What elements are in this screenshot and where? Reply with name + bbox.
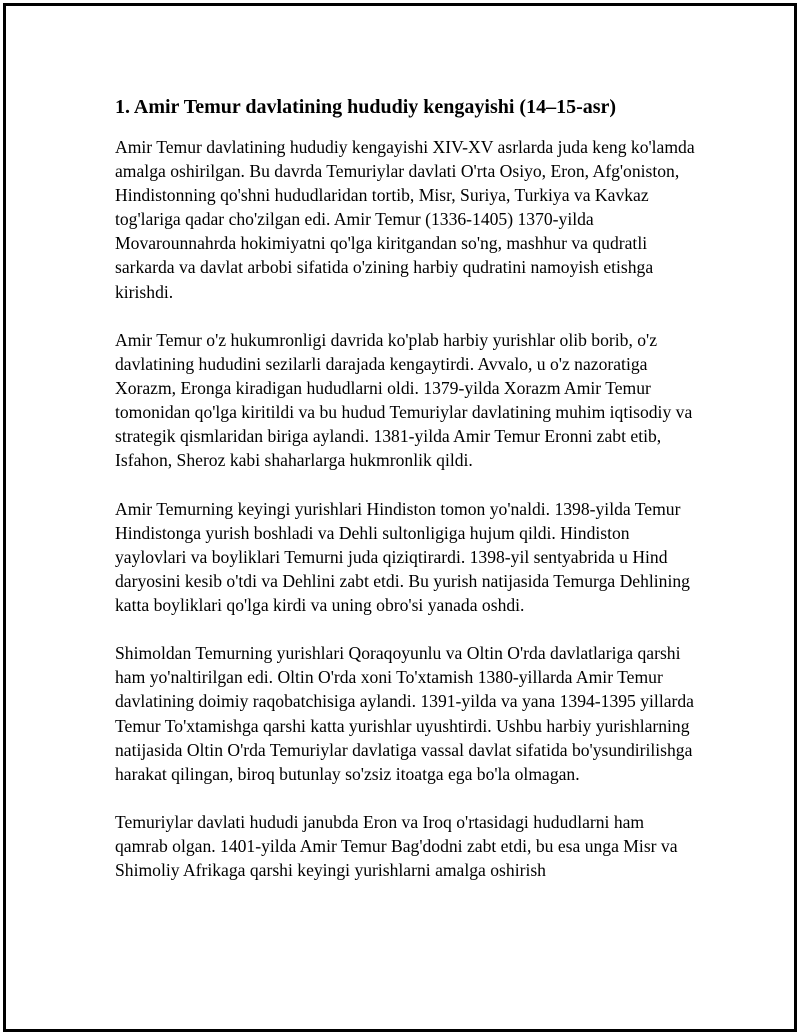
document-body: [115, 95, 695, 906]
paragraph-4: Shimoldan Temurning yurishlari Qoraqoyunlu va Oltin O'rda davlatlariga qarshi ham yo'naltirilgan edi. Oltin O'rda xoni To'xtamish 1380-yillarda Amir Temur davlatining doimiy raqobatchisiga aylandi. 1391-yilda va yana 1394-1395 yillarda Temur To'xtamishga qarshi katta yurishlar uyushtirdi. Ushbu harbiy yurishlarning natijasida Oltin O'rda Temuriylar davlatiga vassal davlat sifatida bo'ysundirilishga harakat qilingan, biroq butunlay so'zsiz itoatga ega bo'la olmagan.: [115, 643, 694, 784]
paragraph-5: Temuriylar davlati hududi janubda Eron va Iroq o'rtasidagi hududlarni ham qamrab olgan. 1401-yilda Amir Temur Bag'dodni zabt etdi, bu esa unga Misr va Shimoliy Afrikaga qarshi keyingi yurishlarni amalga oshirish: [115, 812, 678, 881]
paragraph-3: Amir Temurning keyingi yurishlari Hindiston tomon yo'naldi. 1398-yilda Temur Hindistonga yurish boshladi va Dehli sultonligiga hujum qildi. Hindiston yaylovlari va boyliklari Temurni juda qiziqtirardi. 1398-yil sentyabrida u Hind daryosini kesib o'tdi va Dehlini zabt etdi. Bu yurish natijasida Temurga Dehlining katta boyliklari qo'lga kirdi va uning obro'si yanada oshdi.: [115, 498, 690, 615]
paragraph-1: Amir Temur davlatining hududiy kengayishi XIV-XV asrlarda juda keng ko'lamda amalga oshirilgan. Bu davrda Temuriylar davlati O'rta Osiyo, Eron, Afg'oniston, Hindistonning qo'shni hududlaridan tortib, Misr, Suriya, Turkiya va Kavkaz tog'lariga qadar cho'zilgan edi. Amir Temur (1336-1405) 1370-yilda Movarounnahrda hokimiyatni qo'lga kiritgandan so'ng, mashhur va qudratli sarkarda va davlat arbobi sifatida o'zining harbiy qudratini namoyish etishga kirishdi.: [115, 137, 695, 302]
document-title: 1. Amir Temur davlatining hududiy kengayishi (14–15-asr): [115, 96, 617, 118]
paragraph-2: Amir Temur o'z hukumronligi davrida ko'plab harbiy yurishlar olib borib, o'z davlatining hududini sezilarli darajada kengaytirdi. Avvalo, u o'z nazoratiga Xorazm, Eronga kiradigan hududlarni oldi. 1379-yilda Xorazm Amir Temur tomonidan qo'lga kiritildi va bu hudud Temuriylar davlatining muhim iqtisodiy va strategik qismlaridan biriga aylandi. 1381-yilda Amir Temur Eronni zabt etib, Isfahon, Sheroz kabi shaharlarga hukmronlik qildi.: [115, 329, 693, 471]
